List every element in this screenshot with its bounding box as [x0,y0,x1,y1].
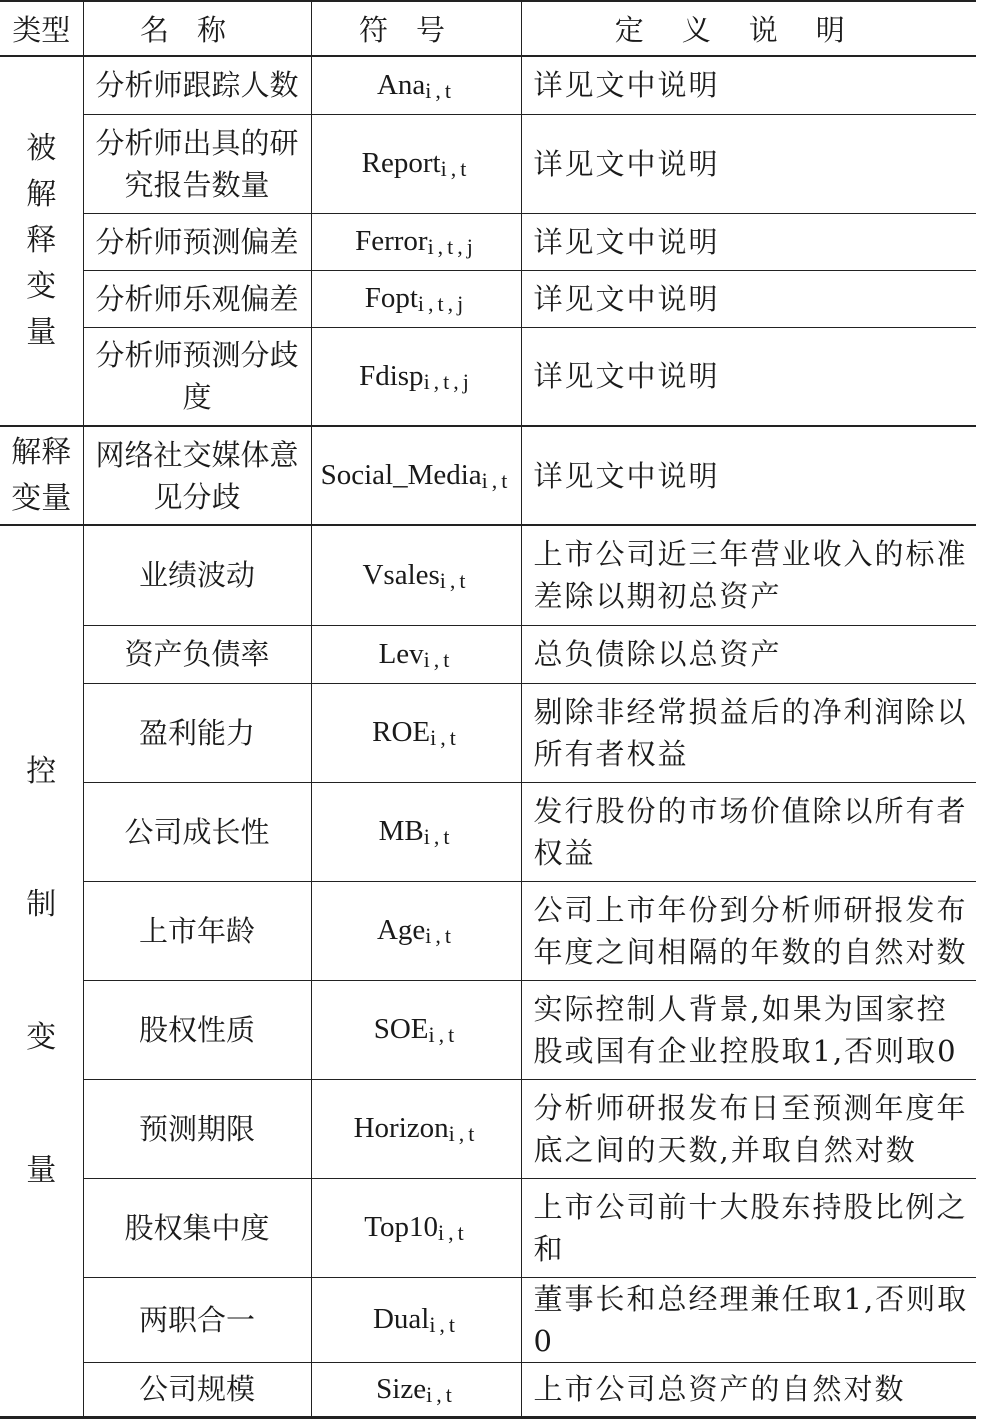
var-definition: 上市公司前十大股东持股比例之和 [521,1178,976,1277]
table-row [0,881,976,980]
var-name: 业绩波动 [83,525,311,625]
var-definition: 详见文中说明 [521,56,976,114]
var-symbol: $MB_{i,t}$ [311,782,521,881]
var-definition: 实际控制人背景,如果为国家控股或国有企业控股取1,否则取0 [521,980,976,1079]
var-definition: 总负债除以总资产 [521,625,976,683]
group-control-label: 控制变量 [26,753,57,1188]
var-symbol: Vsales$_{i,t}$ [311,525,521,625]
group-dependent [0,56,83,426]
table-row [0,525,976,625]
var-name: 两职合一 [83,1277,311,1362]
table-row [0,270,976,327]
var-definition: 详见文中说明 [521,327,976,426]
var-name: 预测期限 [83,1079,311,1178]
var-name: 分析师预测分歧度 [83,327,311,426]
var-name: 分析师出具的研究报告数量 [83,114,311,213]
var-name: 分析师乐观偏差 [83,270,311,327]
header-name: 名称 [83,1,311,56]
table-row [0,114,976,213]
header-row [0,1,976,56]
header-definition: 定义说明 [521,1,976,56]
var-definition: 发行股份的市场价值除以所有者权益 [521,782,976,881]
table-row [0,1362,976,1417]
group-explanatory-label: 解释变量 [11,434,72,516]
var-symbol: Dual$_{i,t}$ [311,1277,521,1362]
table-row [0,625,976,683]
var-name: 分析师预测偏差 [83,213,311,270]
table-row [0,56,976,114]
var-name: 股权性质 [83,980,311,1079]
var-definition: 详见文中说明 [521,114,976,213]
group-explanatory [0,426,83,525]
var-symbol: $ROE_{i,t}$ [311,683,521,782]
var-definition: 详见文中说明 [521,426,976,525]
var-symbol: $SOE_{i,t}$ [311,980,521,1079]
var-symbol: Lev$_{i,t}$ [311,625,521,683]
var-symbol: Horizon$_{i,t}$ [311,1079,521,1178]
var-definition: 分析师研报发布日至预测年度年底之间的天数,并取自然对数 [521,1079,976,1178]
header-symbol: 符号 [311,1,521,56]
table-row [0,782,976,881]
table-row [0,1079,976,1178]
table-row [0,683,976,782]
var-name: 公司成长性 [83,782,311,881]
var-symbol: Age$_{i,t}$ [311,881,521,980]
var-symbol: Social_Media$_{i,t}$ [311,426,521,525]
var-definition: 上市公司总资产的自然对数 [521,1362,976,1417]
var-name: 分析师跟踪人数 [83,56,311,114]
var-name: 资产负债率 [83,625,311,683]
var-symbol: Report$_{i,t}$ [311,114,521,213]
var-symbol: Ferror$_{i,t,j}$ [311,213,521,270]
table-row [0,213,976,270]
var-name: 股权集中度 [83,1178,311,1277]
var-symbol: Ana$_{i,t}$ [311,56,521,114]
var-definition: 详见文中说明 [521,270,976,327]
group-dependent-label: 被解释变量 [26,131,57,350]
var-name: 公司规模 [83,1362,311,1417]
header-type: 类型 [0,1,83,56]
var-definition: 董事长和总经理兼任取1,否则取0 [521,1277,976,1362]
var-symbol: Fopt$_{i,t,j}$ [311,270,521,327]
group-control [0,525,83,1417]
table-row [0,1178,976,1277]
var-symbol: $Top10_{i,t}$ [311,1178,521,1277]
var-definition: 公司上市年份到分析师研报发布年度之间相隔的年数的自然对数 [521,881,976,980]
table-row [0,980,976,1079]
var-definition: 上市公司近三年营业收入的标准差除以期初总资产 [521,525,976,625]
table-row [0,426,976,525]
var-name: 盈利能力 [83,683,311,782]
var-name: 上市年龄 [83,881,311,980]
var-definition: 详见文中说明 [521,213,976,270]
table-row [0,327,976,426]
var-symbol: Fdisp$_{i,t,j}$ [311,327,521,426]
var-symbol: Size$_{i,t}$ [311,1362,521,1417]
var-name: 网络社交媒体意见分歧 [83,426,311,525]
table-row [0,1277,976,1362]
var-definition: 剔除非经常损益后的净利润除以所有者权益 [521,683,976,782]
